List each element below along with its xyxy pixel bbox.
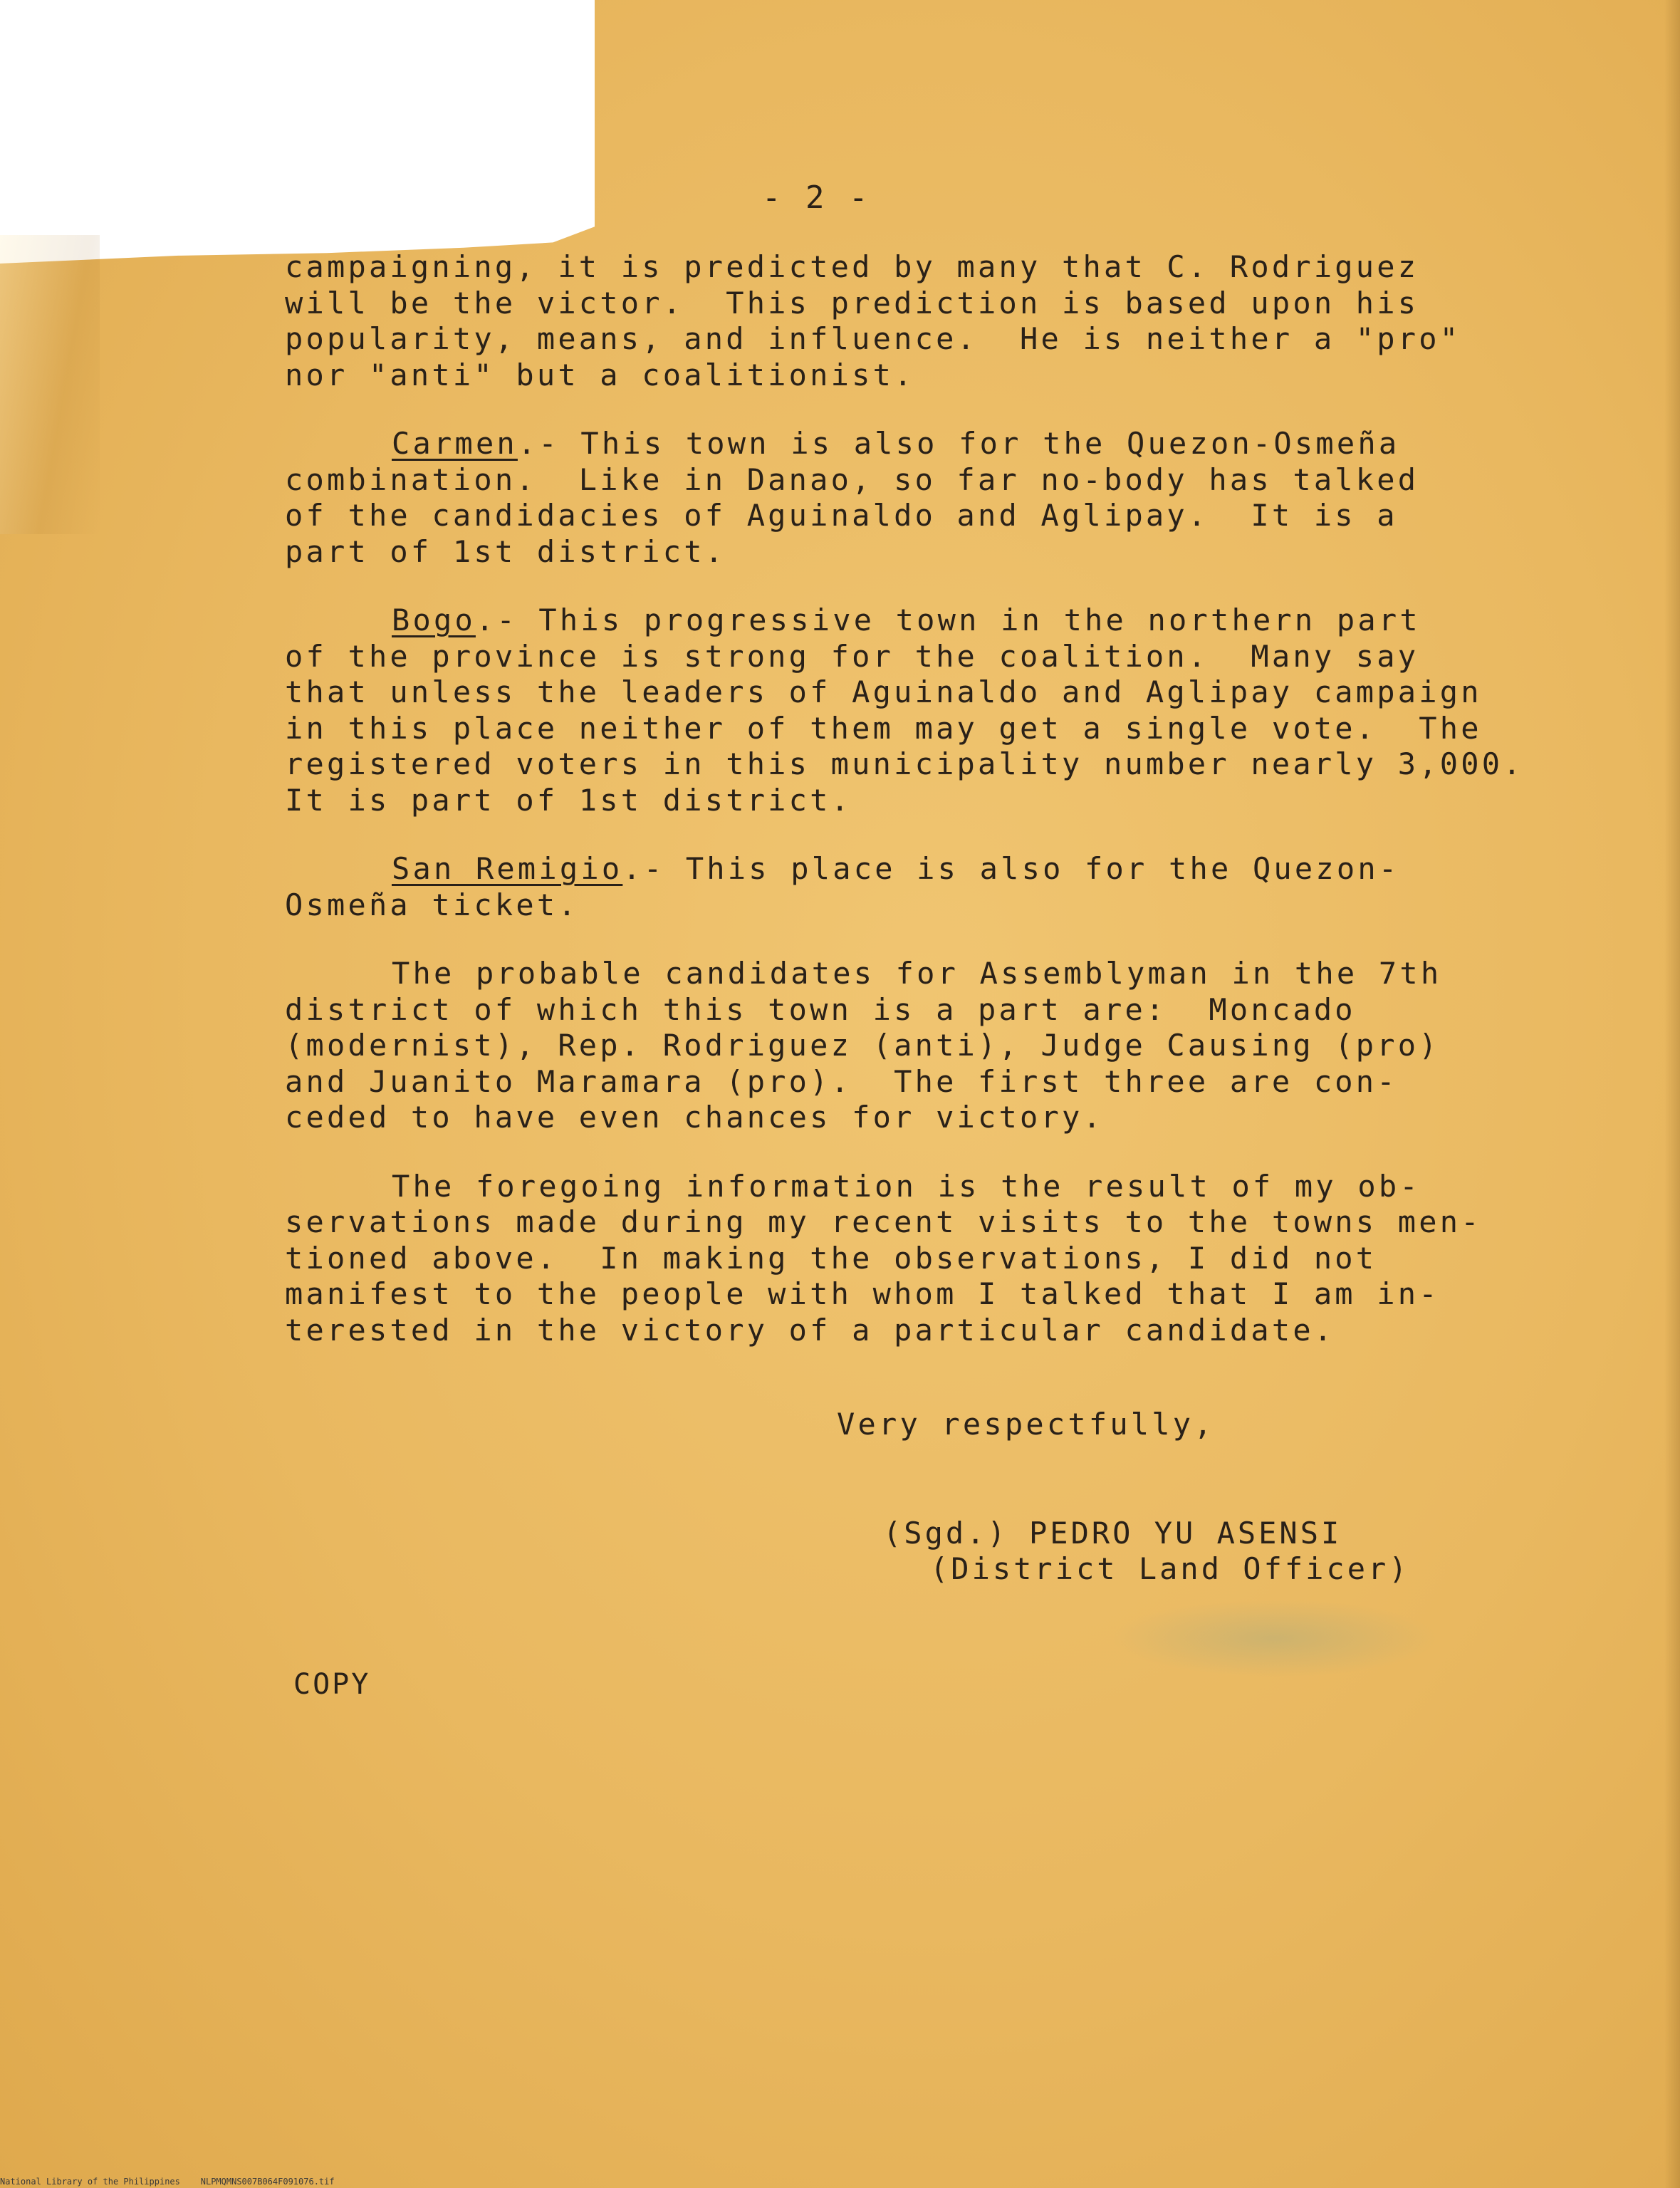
text-line-first: [285, 426, 1602, 462]
text-line: combination. Like in Danao, so far no-body has talked: [285, 462, 1419, 497]
text-line: Osmeña ticket.: [285, 887, 579, 922]
text-line: campaigning, it is predicted by many that C. Rodriguez: [285, 249, 1419, 284]
signer-title: (District Land Officer): [930, 1551, 1410, 1586]
text-line: The foregoing information is the result of my ob-: [392, 1168, 1421, 1204]
text-line-rest: .- This progressive town in the northern part: [475, 603, 1421, 637]
text-line: The probable candidates for Assemblyman in the 7th: [392, 956, 1442, 991]
text-line: (modernist), Rep. Rodriguez (anti), Judge Causing (pro): [285, 1028, 1440, 1063]
torn-paper-corner: [0, 0, 595, 264]
paragraph-san-remigio: [285, 851, 1602, 923]
text-line: nor "anti" but a coalitionist.: [285, 357, 915, 392]
closing-salutation: Very respectfully,: [837, 1407, 1215, 1442]
text-line: servations made during my recent visits to the towns men-: [285, 1204, 1482, 1239]
paragraph-bogo: [285, 603, 1602, 818]
letter-body: [285, 249, 1602, 1381]
signer-name: (Sgd.) PEDRO YU ASENSI: [883, 1516, 1342, 1551]
text-line: manifest to the people with whom I talked that I am in-: [285, 1276, 1440, 1311]
text-line-rest: .- This place is also for the Quezon-: [622, 851, 1400, 886]
paragraph-carmen: [285, 426, 1602, 570]
paper-edge-shadow: [1664, 0, 1680, 2188]
text-line: district of which this town is a part are: Moncado: [285, 991, 1356, 1027]
text-line: part of 1st district.: [285, 533, 726, 569]
paragraph-rodriguez: [285, 249, 1602, 393]
text-line: ceded to have even chances for victory.: [285, 1100, 1104, 1135]
signature-block: [883, 1516, 1410, 1587]
text-line: registered voters in this municipality number nearly 3,000.: [285, 746, 1524, 781]
text-line: and Juanito Maramara (pro). The first three are con-: [285, 1063, 1398, 1099]
text-line: tioned above. In making the observations, I did not: [285, 1240, 1377, 1276]
text-line: of the candidacies of Aguinaldo and Aglipay. It is a: [285, 498, 1398, 533]
text-line: of the province is strong for the coalition. Many say: [285, 638, 1419, 674]
page-number: - 2 -: [762, 179, 871, 216]
copy-label: COPY: [293, 1668, 371, 1701]
paragraph-candidates: [285, 956, 1602, 1136]
text-line: in this place neither of them may get a single vote. The: [285, 710, 1482, 746]
text-line: terested in the victory of a particular candidate.: [285, 1312, 1335, 1348]
paper-fold-crease: [0, 235, 100, 534]
place-name-carmen: Carmen: [392, 426, 518, 461]
faded-stamp-mark: [1111, 1599, 1439, 1677]
paragraph-observations: [285, 1169, 1602, 1349]
text-line-first: [285, 603, 1602, 639]
text-line: popularity, means, and influence. He is neither a "pro": [285, 321, 1461, 356]
text-line: It is part of 1st district.: [285, 782, 852, 818]
place-name-bogo: Bogo: [392, 603, 476, 637]
text-line-rest: .- This town is also for the Quezon-Osmeña: [517, 426, 1400, 461]
text-line: that unless the leaders of Aguinaldo and Aglipay campaign: [285, 674, 1482, 709]
archive-footer: National Library of the Philippines NLPMQMNS007B064F091076.tif: [0, 2177, 335, 2187]
text-line: will be the victor. This prediction is based upon his: [285, 285, 1419, 321]
place-name-san-remigio: San Remigio: [392, 851, 623, 886]
text-line-first: [285, 851, 1602, 887]
